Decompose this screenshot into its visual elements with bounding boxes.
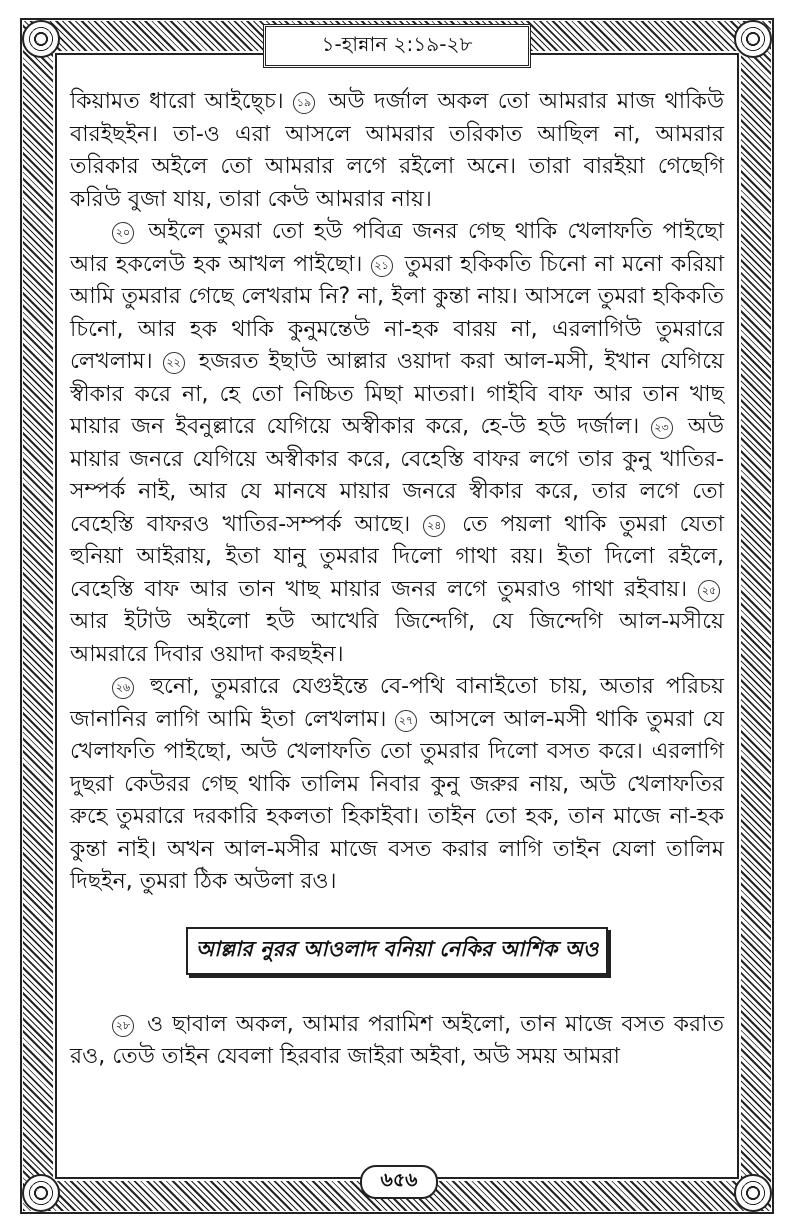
- paragraph: [70, 216, 724, 671]
- verse-number: ২৪: [423, 515, 445, 537]
- verse-number: ১৯: [293, 92, 315, 114]
- verse-number: ২৩: [651, 417, 673, 439]
- scripture-text-continued: [70, 1009, 724, 1074]
- verse-number: ২৫: [698, 580, 720, 602]
- running-header: [263, 24, 531, 68]
- verse-text: অউ দর্জাল অকল তো আমরার মাজ থাকিউ বারইছইন। তা-ও এরা আসলে আমরার তরিকাত আছিল না, আমরার তরিকার অইলে তো আমরার লগে রইলো অনে। তারা বারইয়া গেছেগি করিউ বুজা যায়, তারা কেউ আমরার নায়।: [70, 89, 724, 212]
- verse-text: আর ইটাউ অইলো হউ আখেরি জিন্দেগি, যে জিন্দেগি আল-মসীয়ে আমরারে দিবার ওয়াদা করছইন।: [70, 609, 724, 667]
- page-number-text: ৬৫৬: [380, 1169, 418, 1191]
- paragraph: [70, 86, 724, 216]
- verse-text: তুমরা হকিকতি চিনো না মনো করিয়া আমি তুমরার গেছে লেখরাম নি? না, ইলা কুন্তা নায়। আসলে তুমরা হকিকতি চিনো, আর হক থাকি কুনুমন্তেউ না-হক বারয় না, এরলাগিউ তুমরারে লেখলাম।: [70, 251, 724, 374]
- corner-ornament-icon: [22, 1174, 60, 1212]
- corner-ornament-icon: [734, 1174, 772, 1212]
- verse-number: ২১: [371, 255, 393, 277]
- verse-text: অইলে তুমরা তো হউ পবিত্র জনর গেছ থাকি খেলাফতি পাইছো আর হকলেউ হক আখল পাইছো।: [70, 219, 724, 277]
- verse-number: ২৮: [112, 1015, 134, 1037]
- verse-number: ২৭: [395, 710, 417, 732]
- verse-text: কিয়ামত ধারো আইছ্চে।: [70, 89, 294, 114]
- verse-text: অউ মায়ার জনরে যেগিয়ে অস্বীকার করে, বেহেস্তি বাফর লগে তার কুনু খাতির-সম্পর্ক নাই, আর যে মানষে মায়ার জনরে স্বীকার করে, তার লগে তো বেহেস্তি বাফরও খাতির-সম্পর্ক আছে।: [70, 414, 725, 537]
- paragraph: [70, 1009, 724, 1074]
- verse-number: ২০: [112, 222, 134, 244]
- section-heading: [186, 927, 608, 975]
- corner-ornament-icon: [22, 20, 60, 58]
- corner-ornament-icon: [734, 20, 772, 58]
- section-heading-text: আল্লার নুরর আওলাদ বনিয়া নেকির আশিক অও: [195, 937, 599, 961]
- page-number: [360, 1165, 438, 1199]
- verse-text: ও ছাবাল অকল, আমার পরামিশ অইলো, তান মাজে বসত করাত রও, তেউ তাইন যেবলা হিরবার জাইরা অইবা, অউ সময় আমরা: [70, 1011, 724, 1069]
- scripture-text: [70, 86, 724, 899]
- verse-number: ২২: [163, 352, 185, 374]
- verse-number: ২৬: [112, 677, 134, 699]
- verse-text: তে পয়লা থাকি তুমরা যেতা হুনিয়া আইরায়, ইতা যানু তুমরার দিলো গাথা রয়। ইতা দিলো রইলে, বেহেস্তি বাফ আর তান খাছ মায়ার জনর লগে তুমরাও গাথা রইবায়।: [70, 511, 724, 602]
- paragraph: [70, 671, 724, 899]
- verse-text: আসলে আল-মসী থাকি তুমরা যে খেলাফতি পাইছো, অউ খেলাফতি তো তুমরার দিলো বসত করে। এরলাগি দুছরা কেউরর গেছ থাকি তালিম নিবার কুনু জরুর নায়, অউ খেলাফতির রুহে তুমরারে দরকারি হকলতা হিকাইবা। তাইন তো হক, তান মাজে না-হক কুন্তা নাই। অখন আল-মসীর মাজে বসত করার লাগি তাইন যেলা তালিম দিছইন, তুমরা ঠিক অউলা রও।: [70, 706, 724, 894]
- page-content: [70, 86, 724, 1074]
- verse-text: হুনো, তুমরারে যেগুইন্তে বে-পথি বানাইতো চায়, অতার পরিচয় জানানির লাগি আমি ইতা লেখলাম।: [70, 674, 724, 732]
- verse-text: হজরত ইছাউ আল্লার ওয়াদা করা আল-মসী, ইখান যেগিয়ে স্বীকার করে না, হে তো নিচ্চিত মিছা মাতরা। গাইবি বাফ আর তান খাছ মায়ার জন ইবনুল্লারে যেগিয়ে অস্বীকার করে, হে-উ হউ দর্জাল।: [70, 349, 724, 439]
- header-title: ১-হান্নান ২:১৯-২৮: [321, 31, 473, 56]
